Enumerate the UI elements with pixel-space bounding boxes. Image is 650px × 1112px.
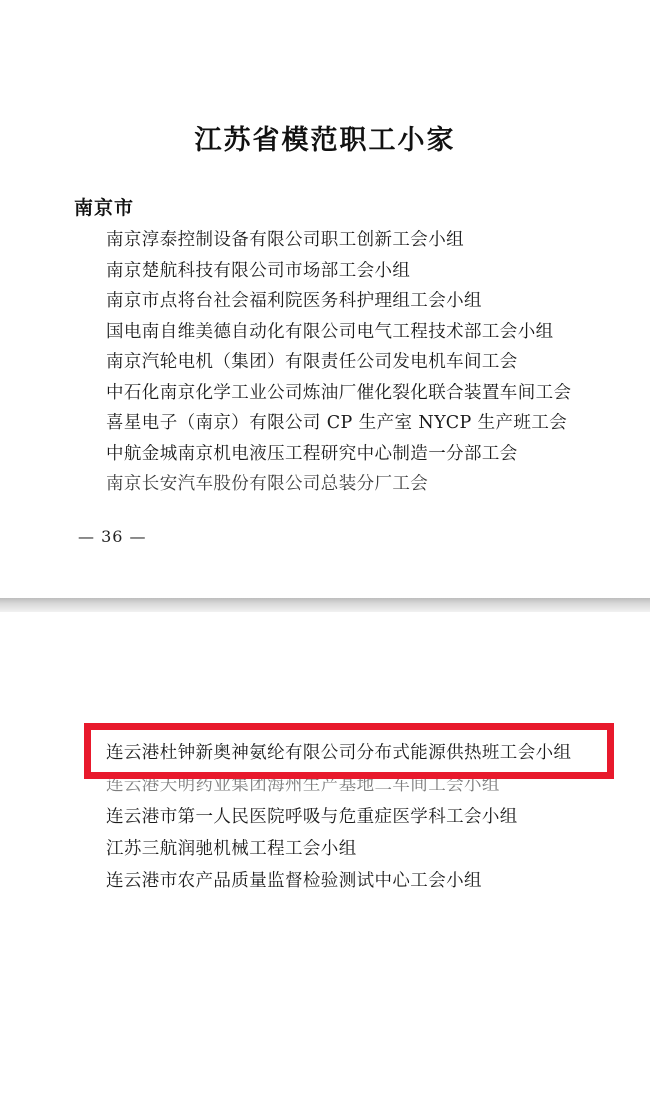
list-item: 南京楚航科技有限公司市场部工会小组 xyxy=(106,260,411,281)
list-item: 喜星电子（南京）有限公司 CP 生产室 NYCP 生产班工会 xyxy=(106,413,568,433)
list-item: 国电南自维美德自动化有限公司电气工程技术部工会小组 xyxy=(106,321,554,342)
entry-list-lianyungang xyxy=(106,737,626,897)
entry-list-nanjing xyxy=(106,225,606,494)
list-item: 连云港市第一人民医院呼吸与危重症医学科工会小组 xyxy=(106,807,518,827)
list-item: 南京汽轮电机（集团）有限责任公司发电机车间工会 xyxy=(106,352,518,372)
list-item: 中石化南京化学工业公司炼油厂催化裂化联合装置车间工会 xyxy=(106,382,572,403)
list-item-highlighted: 连云港杜钟新奥神氨纶有限公司分布式能源供热班工会小组 xyxy=(106,743,572,763)
list-item: 中航金城南京机电液压工程研究中心制造一分部工会 xyxy=(106,443,518,464)
list-item: 南京长安汽车股份有限公司总装分厂工会 xyxy=(106,474,429,494)
list-item: 连云港天明药业集团海州生产基地二车间工会小组 xyxy=(106,775,500,795)
document-page-bottom xyxy=(0,612,650,1112)
page-title: 江苏省模范职工小家 xyxy=(194,125,456,156)
list-item: 南京市点将台社会福利院医务科护理组工会小组 xyxy=(106,291,482,311)
page-bottom-margin xyxy=(0,992,650,1112)
section-heading-nanjing: 南京市 xyxy=(74,197,135,219)
list-item: 连云港市农产品质量监督检验测试中心工会小组 xyxy=(106,871,482,891)
page-gap-shadow xyxy=(0,598,650,612)
list-item: 江苏三航润驰机械工程工会小组 xyxy=(106,839,357,859)
page-number: — 36 — xyxy=(78,527,147,546)
list-item: 南京淳泰控制设备有限公司职工创新工会小组 xyxy=(106,230,464,250)
